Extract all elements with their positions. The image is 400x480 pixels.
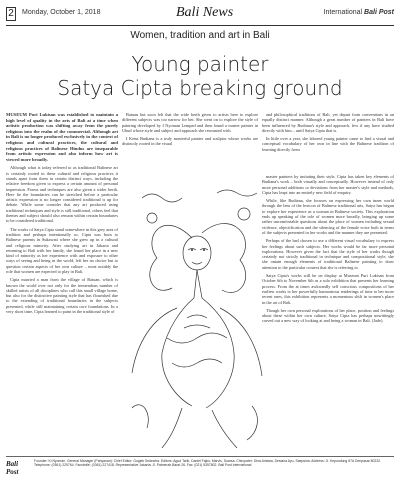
body-paragraph: In little over a year, she labored young painter came to find a visual and conceptual vocabulary of her own in line with the Balinese tradition of learning directly from: [262, 136, 394, 152]
lead-paragraph: MUSEUM Puri Lukisan was established to maintain a high level of quality in the arts of Bali at a time when artistic production was shifting away from the purely religious into the realm of the commercial. Although art in Bali is no longer produced exclusively in the context of religious and cultural practices, the cultural and religious practices of Balinese Hindus are inseparable from artistic expression and also inform how art is viewed more broadly.: [6, 112, 118, 162]
body-paragraph: While, like Budiana, she focuses on expressing her own inner world through the lens of the lexicon of Balinese traditional arts, Satya has begun to explore her experience as a woman in Balinese society. This exploration ends up speaking of the role of women more broadly, bringing up some rather uncomfortable questions about the place of women including sexual violence, objectification and the silencing of the female voice both in terms of the subjects presented in her works and the manner they are presented.: [262, 198, 394, 235]
body-paragraph: Batuan but soon felt that the wide berth given to artists here to explore different subjects was too narrow for her. She went on to explore the style of painting developed by I Nyoman Lempad and then found a master painter in Ubud whose style and subject and approach she resonated with.: [122, 112, 258, 133]
body-paragraph: and philosophical traditions of Bali, yet depart from conventions in an equally distinct manner. Although a great number of painters in Bali have been influenced by Budiana's style and approach, few if any have studied directly with him – until Satya Cipta that is.: [262, 112, 394, 133]
body-paragraph: Though her own personal explorations of her place, position and feelings about these within her own culture, Satya Cipta has perhaps unwittingly carved out a new way of looking at and being a woman in Bali. (Jade).: [262, 307, 394, 324]
body-paragraph: I Ketut Budiana is a truly masterful painter and sculptor whose works are distinctly rooted in the visual: [122, 136, 258, 147]
page-header: [6, 6, 394, 26]
issue-date: Monday, October 1, 2018: [22, 9, 101, 16]
edition-prefix: International: [323, 9, 363, 16]
footer-logo: Bali Post: [6, 460, 19, 476]
body-paragraph: Cipta married a man from the village of Batuan, which is known the world over not only for the tremendous number of skilled artists of all disciplines who call this small village home, but also for the distinctive painting style that has flourished due to the extending of traditional boundaries in the subjects presented, while still maintaining certain core foundations. In a very short time, Cipta learned to paint in the traditional style of: [6, 277, 118, 315]
ink-painting-illustration: [122, 178, 272, 454]
article-kicker: Women, tradition and art in Bali: [130, 30, 270, 41]
article-column-3: [262, 112, 394, 174]
body-paragraph: The works of Satya Cipta stand somewhere in this grey area of tradition and perhaps intentionally so. Cipta was born to Balinese parents in Sukawati where she grew up in a cultural and religious minority. After studying art in Jakarta and returning to Bali with her family, she found her place in a new kind of minority as her experience with and exposure to other ways of seeing and being in the world, left her no choice but to question certain aspects of her own culture – most notably the role that women are expected to play in Bali.: [6, 226, 118, 274]
article-column-4: [262, 174, 394, 438]
headline-line-1: Young painter: [131, 52, 269, 76]
edition-brand: Bali Post: [364, 9, 394, 16]
footer-rule: [6, 456, 394, 457]
page-number: 2: [6, 7, 16, 21]
article-column-2: [122, 112, 258, 174]
footer-imprint: Founder: Ki Nyoman. General Manager (Pahyanan): Chief Editor: Gugiek Sedewha. Editors: Agud Tarik, Daniel Fajko, Marvis, Suarsa. Chiropster: Dina Ariawia, Desiana Ayu, Saepsina. Address: Jl. Kepundung 67A Denpasar 80232. Telephone: (0361) 225764. Facsimile: (0361) 227418. Representative Jakarta: Jl. Palmerah Barat 26. Fax: (021) 5357802. Bali Post International: [34, 459, 382, 468]
edition-label: [324, 9, 394, 16]
body-paragraph: Satya Cipta's works will be on display at Museum Puri Lukisan from October 6th to November 6th as a solo exhibition that presents her learning process. From the at times awkwardly self conscious compositions of her earliest works to her powerfully harmonious renderings of time to her more recent ones, this exhibition represents a momentous shift in women's place in the art of Bali.: [262, 273, 394, 305]
masthead: Bali News: [176, 5, 234, 20]
article-headline: [0, 52, 400, 100]
body-paragraph: master painters by imitating their style, Cipta has taken key elements of Budiana's work – both visually and conceptually. However instead of only more personal additions or deviations from her master's style and methods, Cipta has leapt into an entirely new field of enquiry.: [262, 174, 394, 195]
headline-line-2: Satya Cipta breaking ground: [57, 76, 343, 100]
body-paragraph: Perhaps of the bad chosen to use a different visual vocabulary to express her feelings about such subjects. Her works would be far more personal explorations. However given the fact that the style of her works though certainly not strictly traditional in technique and compositional style, she she ontain enough elements of traditional Balinese painting to draw attention to the particular context that she is referring to.: [262, 238, 394, 270]
header-rule: [6, 25, 394, 26]
body-paragraph: Although what is today referred to as traditional Balinese art is certainly rooted in these cultural and religious practices it stands apart from them in certain distinct ways, including the relative freedom given to express a certain amount of personal impression. Forms and techniques are also given a wider berth. Here lie the boundaries can be stretched before a particular artistic expression is no longer considered traditional is up for debate. While some consider that any art produced using traditional techniques and style is still traditional, others feel that themes and subject should also remain within certain boundaries to be considered traditional.: [6, 165, 118, 224]
article-column-1: [6, 112, 118, 452]
